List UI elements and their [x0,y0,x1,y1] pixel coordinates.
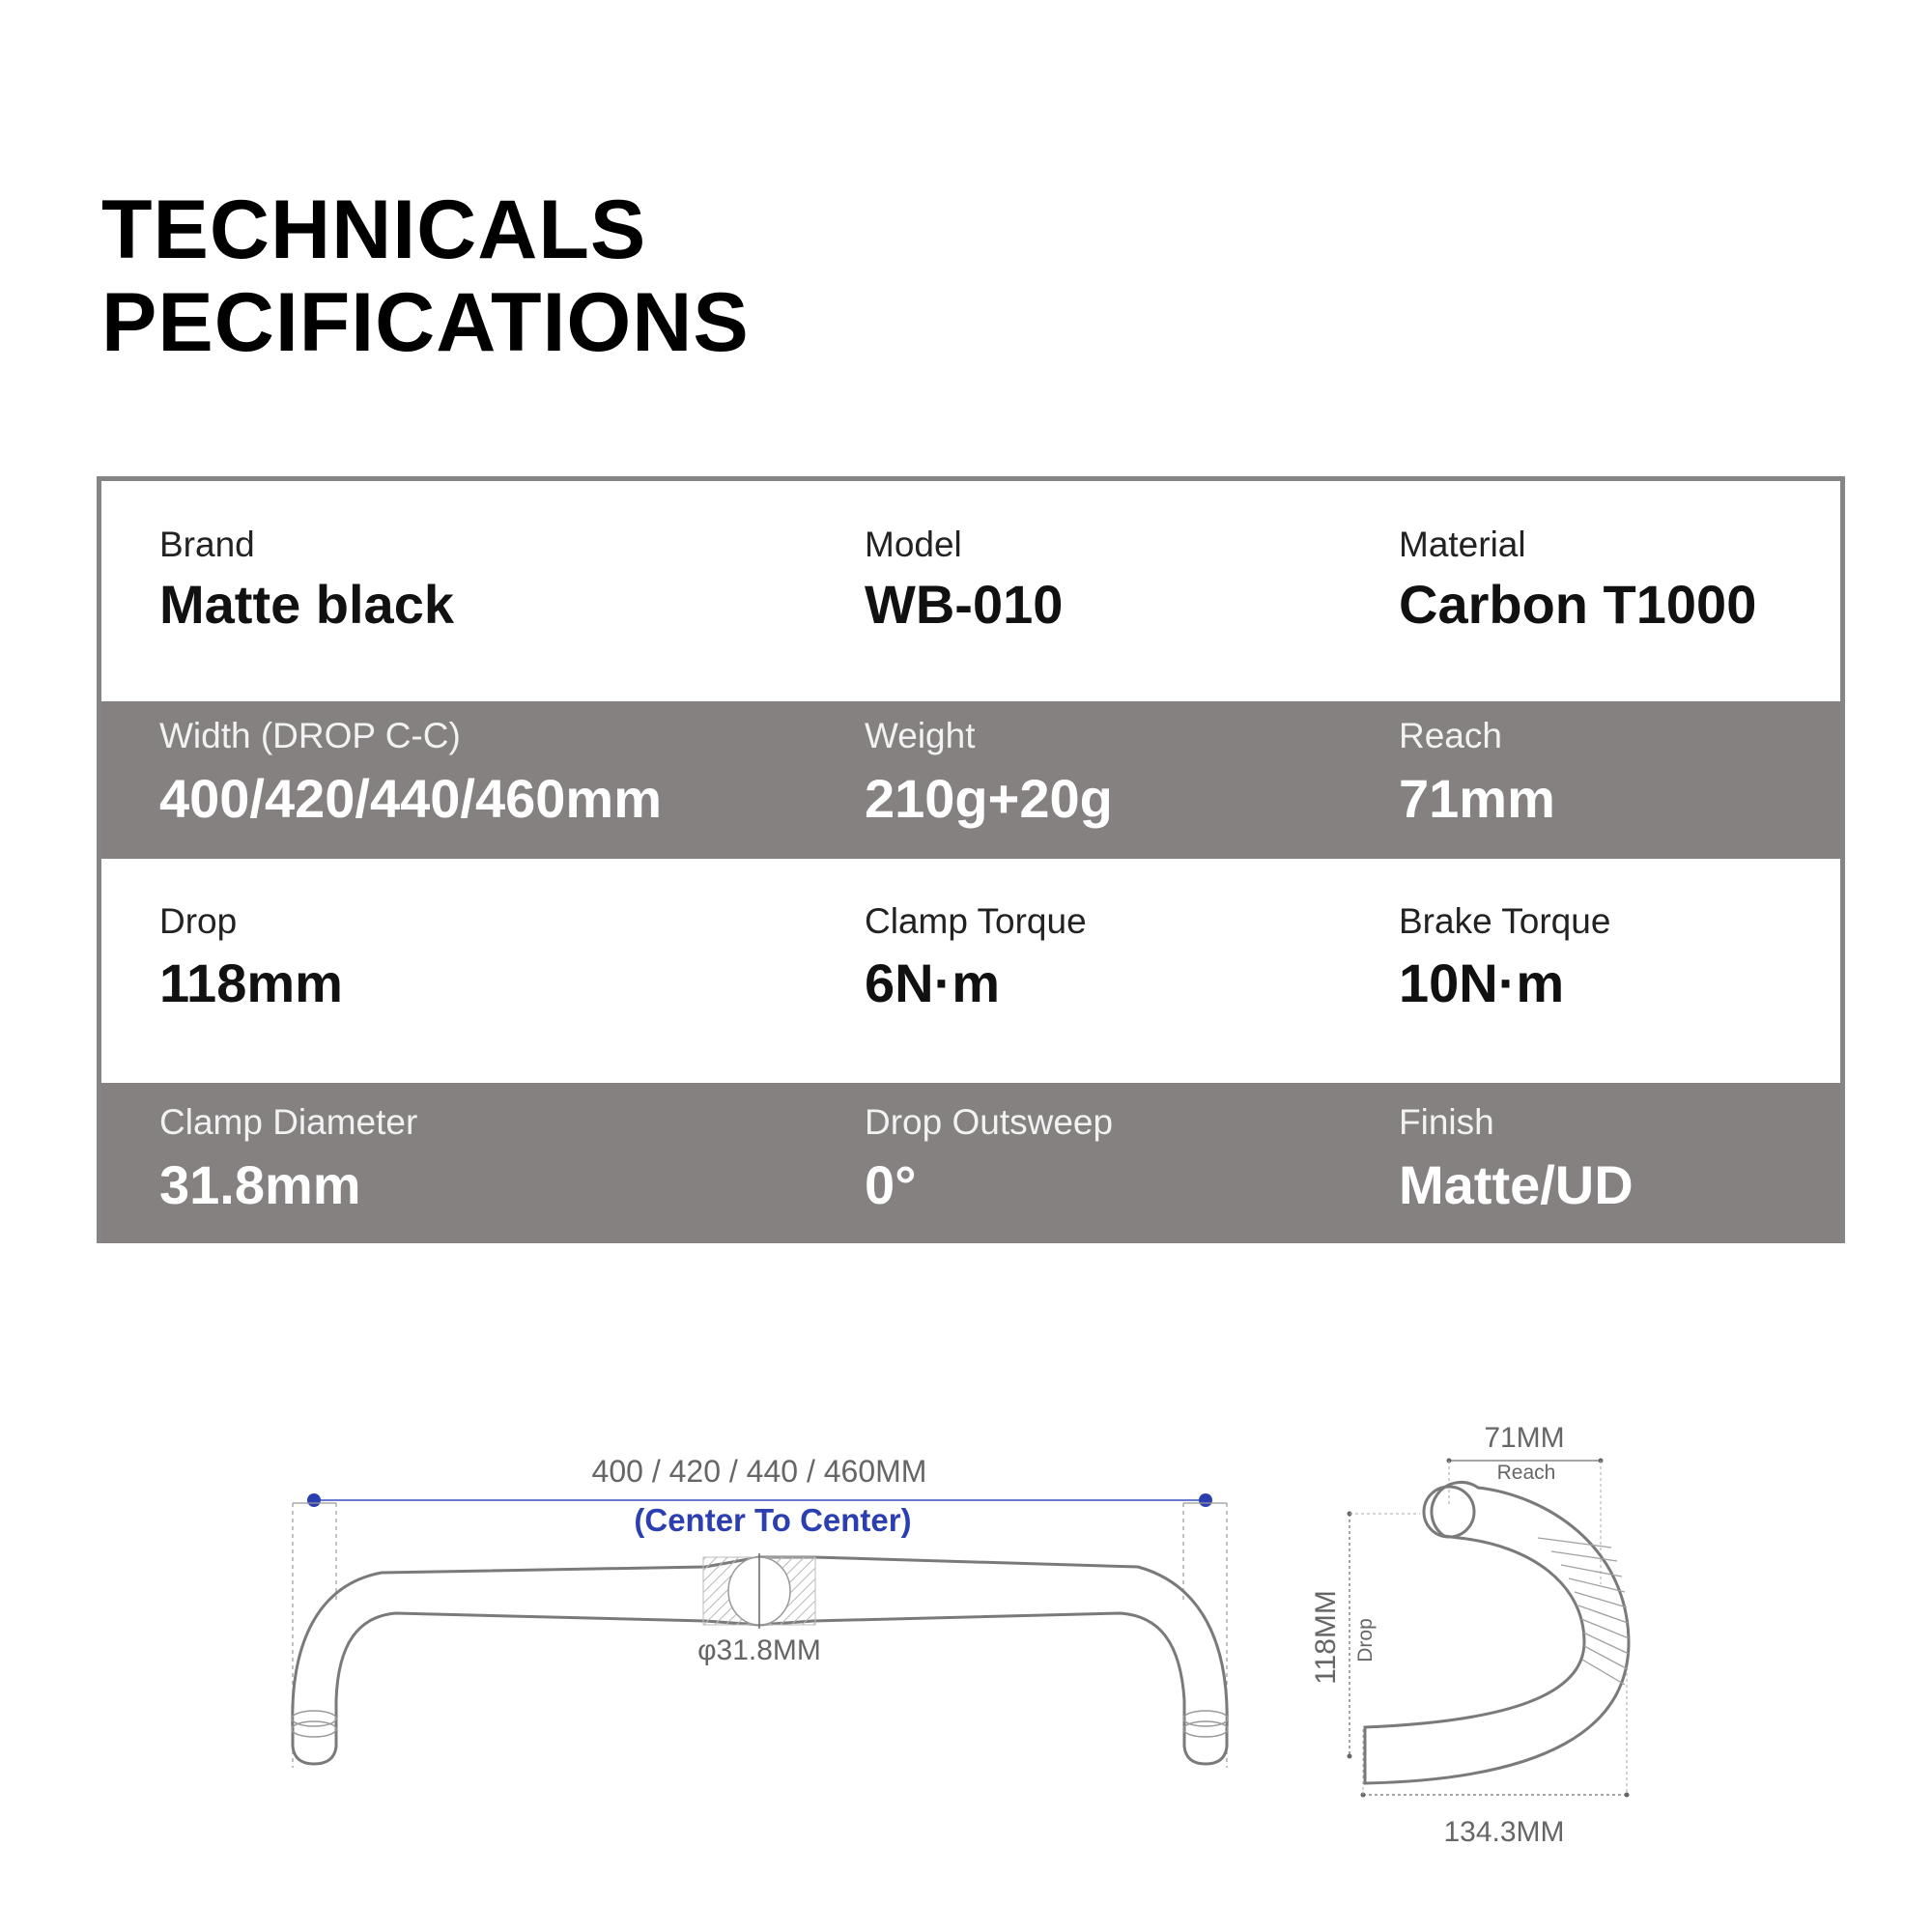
spec-value: 10N·m [1399,952,1565,1013]
page-title [101,184,750,369]
front-view [292,1454,1228,1768]
spec-row [101,701,1840,859]
spec-label: Reach [1399,716,1502,755]
spec-label: Material [1399,525,1526,564]
spec-value: WB-010 [865,574,1064,635]
drop-value-label: 118MM [1310,1590,1342,1685]
spec-value: 6N·m [865,952,1001,1013]
spec-row [101,859,1840,1083]
depth-value-label: 134.3MM [1443,1816,1565,1848]
width-dimension-label: 400 / 420 / 440 / 460MM [591,1454,927,1489]
spec-value: 31.8mm [159,1154,361,1215]
bend-ribbing [1538,1538,1629,1685]
spec-value: Matte black [159,574,454,635]
spec-table [97,476,1845,1243]
spec-label: Drop Outsweep [865,1102,1114,1142]
spec-value: 210g+20g [865,768,1113,829]
title-line-1: TECHNICALS [101,184,647,276]
spec-value: Carbon T1000 [1399,574,1757,635]
clamp-diameter-label: φ31.8MM [697,1634,821,1666]
spec-label: Drop [159,901,238,941]
reach-caption: Reach [1496,1462,1556,1484]
title-line-2: PECIFICATIONS [101,276,750,369]
spec-label: Clamp Torque [865,901,1087,941]
reach-value-label: 71MM [1484,1422,1565,1454]
spec-label: Weight [865,716,976,755]
spec-label: Clamp Diameter [159,1102,418,1142]
spec-value: 400/420/440/460mm [159,768,662,829]
spec-label: Model [865,525,962,564]
spec-label: Brand [159,525,255,564]
spec-label: Brake Torque [1399,901,1611,941]
spec-row [101,1083,1840,1243]
side-view [1310,1422,1630,1848]
right-center-dot [1199,1493,1212,1507]
spec-value: 0° [865,1154,917,1215]
spec-value: Matte/UD [1399,1154,1634,1215]
left-center-dot [307,1493,321,1507]
center-to-center-label: (Center To Center) [634,1502,912,1538]
drop-caption: Drop [1354,1618,1377,1662]
spec-value: 71mm [1399,768,1555,829]
handlebar-diagram [0,1391,1932,1874]
handlebar-side-outline [1365,1482,1629,1783]
spec-label: Width (DROP C-C) [159,716,461,755]
spec-label: Finish [1399,1102,1494,1142]
spec-row [101,481,1840,701]
spec-value: 118mm [159,952,343,1013]
